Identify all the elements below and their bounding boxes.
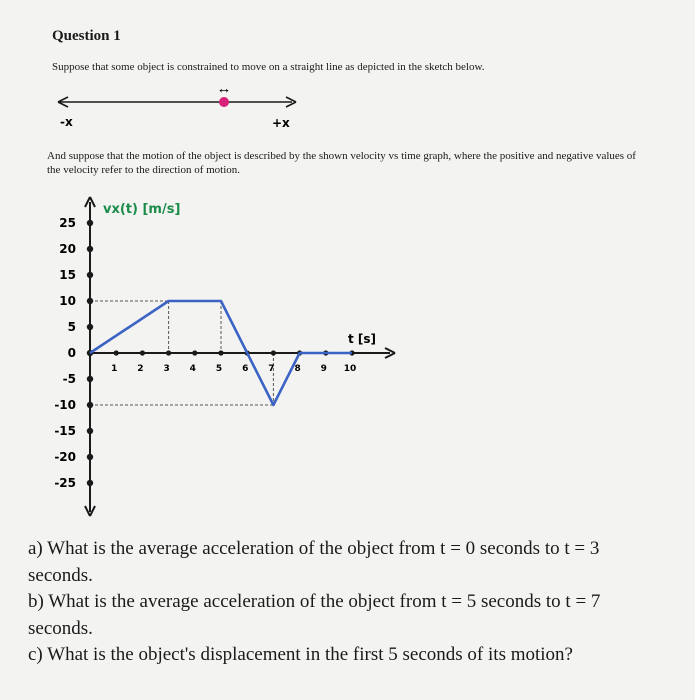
x-tick-label: 1 — [111, 364, 118, 374]
x-tick-label: 6 — [242, 364, 249, 374]
minus-x-label: -x — [60, 115, 73, 129]
y-tick-label: -20 — [54, 450, 76, 464]
x-tick-label: 8 — [294, 364, 301, 374]
motion-description: And suppose that the motion of the object is described by the shown velocity vs time graph, where the positive and negative values of the velocity refer to the direction of motion. — [47, 150, 636, 176]
y-tick-mark — [87, 480, 93, 486]
y-tick-mark — [87, 246, 93, 252]
velocity-time-chart — [54, 197, 395, 516]
y-tick-mark — [87, 272, 93, 278]
x-tick-label: 5 — [215, 364, 223, 374]
x-axis-label: t [s] — [348, 332, 377, 346]
x-tick-mark — [271, 350, 276, 355]
x-tick-mark — [218, 350, 223, 355]
y-tick-mark — [87, 402, 93, 408]
y-tick-mark — [87, 220, 93, 226]
y-tick-mark — [87, 324, 93, 330]
y-tick-label: 25 — [59, 216, 76, 230]
y-tick-label: -25 — [54, 476, 76, 490]
x-tick-label: 4 — [189, 364, 196, 374]
question-title: Question 1 — [52, 28, 121, 44]
y-tick-label: 5 — [67, 320, 76, 334]
y-tick-mark — [87, 454, 93, 460]
intro-text: Suppose that some object is constrained to move on a straight line as depicted in the sketch below. — [52, 61, 485, 73]
y-tick-label: 20 — [59, 242, 76, 256]
plus-x-label: +x — [272, 116, 290, 130]
double-arrow-icon: ↔ — [216, 81, 232, 97]
questions-list — [28, 536, 668, 669]
x-tick-label: 9 — [320, 364, 327, 374]
position-line-sketch — [58, 81, 296, 130]
question-b: b) What is the average acceleration of the object from t = 5 seconds to t = 7 seconds. — [28, 591, 601, 639]
object-dot — [219, 97, 229, 107]
y-tick-label: 0 — [67, 346, 76, 360]
y-tick-label: -5 — [62, 372, 76, 386]
y-tick-label: 10 — [59, 294, 76, 308]
y-tick-label: -10 — [54, 398, 76, 412]
x-tick-mark — [166, 350, 171, 355]
x-tick-mark — [192, 350, 197, 355]
y-tick-label: 15 — [59, 268, 76, 282]
x-tick-label: 3 — [163, 364, 170, 374]
x-tick-label: 2 — [137, 364, 144, 374]
x-tick-label: 10 — [343, 364, 357, 374]
y-axis-label: vx(t) [m/s] — [103, 202, 181, 217]
y-tick-mark — [87, 428, 93, 434]
y-tick-mark — [87, 376, 93, 382]
question-c: c) What is the object's displacement in the first 5 seconds of its motion? — [28, 644, 573, 665]
x-tick-label: 7 — [268, 364, 275, 374]
y-tick-label: -15 — [54, 424, 76, 438]
y-tick-mark — [87, 298, 93, 304]
x-tick-mark — [140, 350, 145, 355]
question-a: a) What is the average acceleration of the object from t = 0 seconds to t = 3 seconds. — [28, 538, 600, 586]
x-tick-mark — [114, 350, 119, 355]
